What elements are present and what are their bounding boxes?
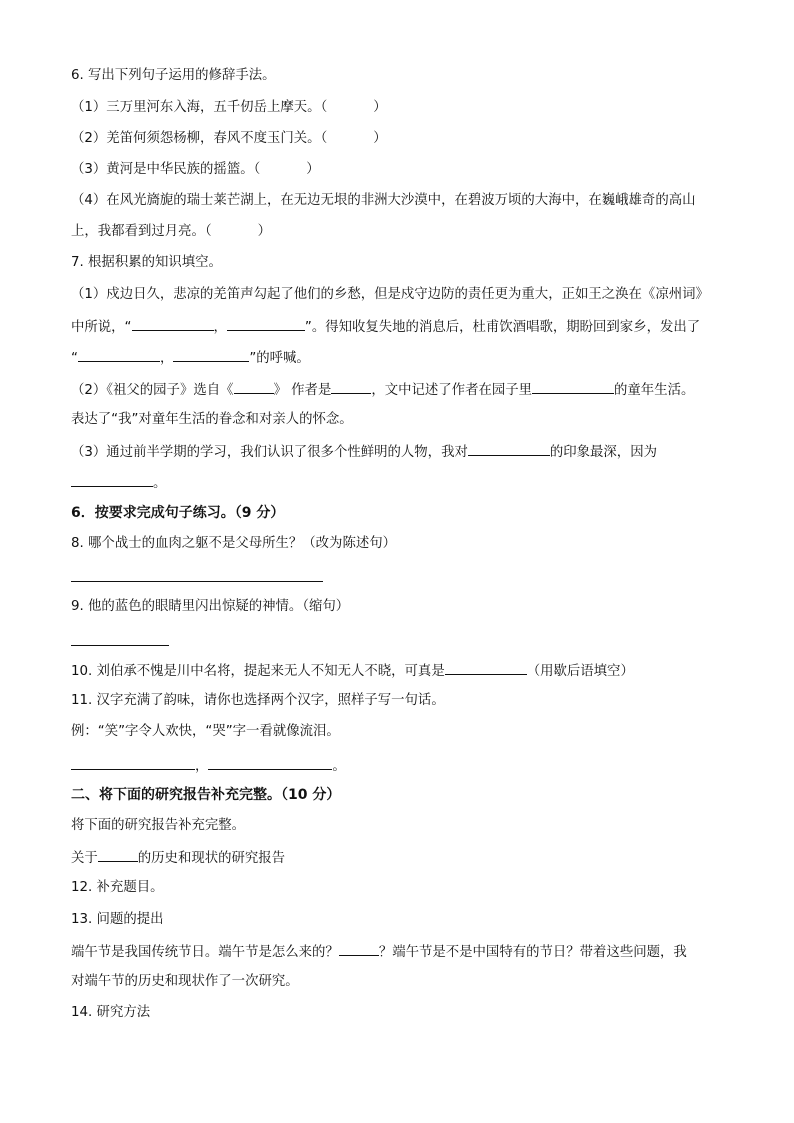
section-2-heading: 二、将下面的研究报告补充完整。（10 分） [71, 787, 341, 803]
answer-blank[interactable] [173, 347, 249, 362]
q7-part1-line2: 中所说，“ ， ”。得知收复失地的消息后，杜甫饮酒唱歌，期盼回到家乡，发出了 [71, 316, 700, 338]
answer-blank[interactable] [331, 379, 371, 394]
answer-blank[interactable] [339, 941, 379, 956]
answer-blank[interactable] [445, 660, 527, 675]
answer-blank[interactable] [132, 316, 214, 331]
q12-prompt: 12. 补充题目。 [71, 880, 164, 895]
q8-prompt: 8. 哪个战士的血肉之躯不是父母所生？（改为陈述句） [71, 536, 397, 551]
q11-prompt: 11. 汉字充满了韵味，请你也选择两个汉字，照样子写一句话。 [71, 693, 445, 708]
q7-part2-line1: （2）《祖父的园子》选自《 》 作者是 ，文中记述了作者在园子里 的童年生活。 [71, 379, 694, 401]
q10-prompt: 10. 刘伯承不愧是川中名将，提起来无人不知无人不晓，可真是 （用歇后语填空） [71, 660, 634, 682]
answer-blank[interactable] [227, 316, 305, 331]
answer-blank[interactable] [71, 755, 195, 770]
q11-answer-row: ， 。 [71, 755, 346, 777]
q6-sentence-1: （1）三万里河东入海，五千仞岳上摩天。（ ） [71, 100, 387, 115]
q14-prompt: 14. 研究方法 [71, 1005, 151, 1020]
q6-sentence-4a: （4）在风光旖旎的瑞士莱芒湖上，在无边无垠的非洲大沙漠中，在碧波万顷的大海中，在巍峨雄奇的高山 [71, 193, 696, 208]
q7-title: 7. 根据积累的知识填空。 [71, 255, 222, 270]
q8-answer-line[interactable] [71, 581, 323, 582]
answer-blank[interactable] [234, 379, 274, 394]
q6-sentence-2: （2）羌笛何须怨杨柳，春风不度玉门关。（ ） [71, 131, 387, 146]
answer-blank[interactable] [98, 847, 138, 862]
q11-example: 例：“笑”字令人欢快，“哭”字一看就像流泪。 [71, 724, 340, 739]
q13-prompt: 13. 问题的提出 [71, 912, 164, 927]
q7-part3-line1: （3）通过前半学期的学习，我们认识了很多个性鲜明的人物，我对 的印象最深，因为 [71, 441, 657, 463]
answer-blank[interactable] [71, 472, 153, 487]
answer-blank[interactable] [468, 441, 550, 456]
q9-answer-line[interactable] [71, 645, 169, 646]
answer-blank[interactable] [78, 347, 160, 362]
q7-part3-line2: 。 [71, 472, 166, 494]
q7-part2-line2: 表达了“我”对童年生活的眷念和对亲人的怀念。 [71, 412, 353, 427]
q7-part1-line1: （1）戍边日久，悲凉的羌笛声勾起了他们的乡愁，但是戍守边防的责任更为重大，正如王之涣在《凉州词》 [71, 287, 709, 302]
q13-paragraph-line2: 对端午节的历史和现状作了一次研究。 [71, 974, 299, 989]
q6-title: 6. 写出下列句子运用的修辞手法。 [71, 68, 276, 83]
answer-blank[interactable] [532, 379, 614, 394]
report-title-template: 关于 的历史和现状的研究报告 [71, 847, 285, 869]
q9-prompt: 9. 他的蓝色的眼睛里闪出惊疑的神情。（缩句） [71, 599, 350, 614]
q6-sentence-4b: 上，我都看到过月亮。（ ） [71, 224, 271, 239]
q7-part1-line3: “ ， ”的呼喊。 [71, 347, 310, 369]
q6-sentence-3: （3）黄河是中华民族的摇篮。（ ） [71, 162, 320, 177]
q13-paragraph-line1: 端午节是我国传统节日。端午节是怎么来的？ ？端午节是不是中国特有的节日？带着这些问题，我 [71, 941, 687, 963]
section-2-intro: 将下面的研究报告补充完整。 [71, 818, 246, 833]
section-6-heading: 6．按要求完成句子练习。（9 分） [71, 505, 285, 521]
answer-blank[interactable] [208, 755, 332, 770]
